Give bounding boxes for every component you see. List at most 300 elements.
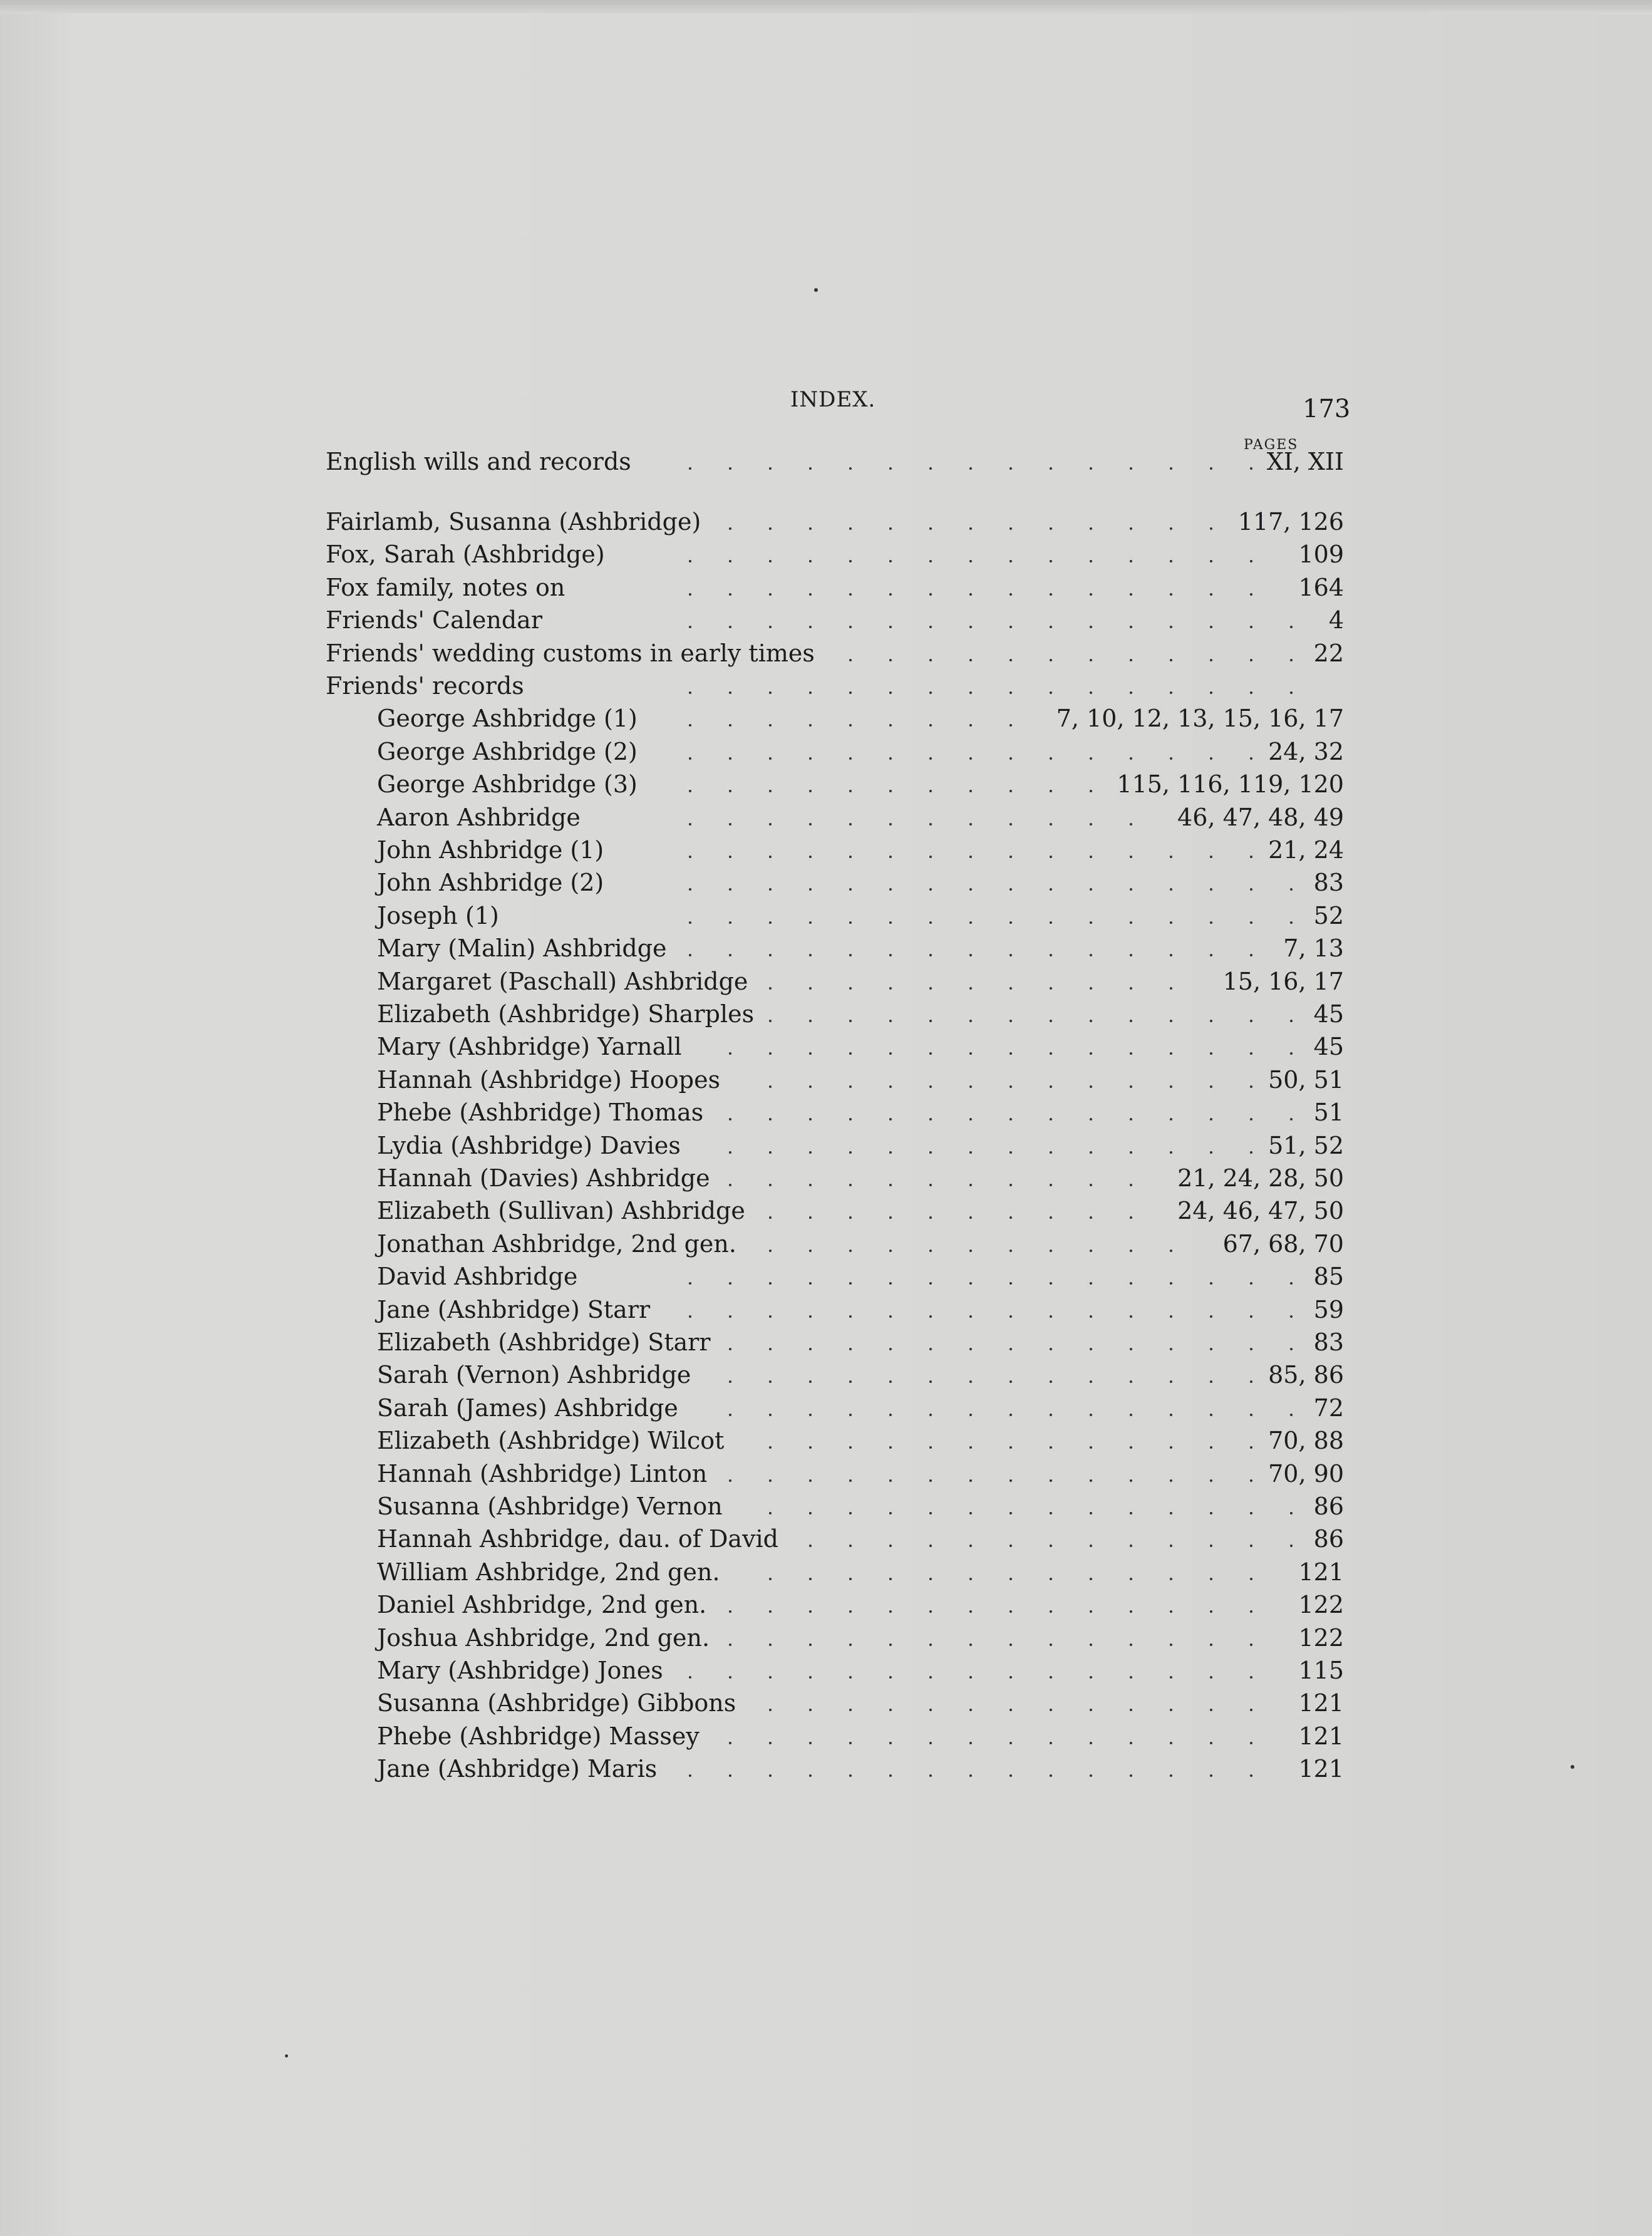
leader-dot	[929, 1774, 932, 1777]
leader-dot	[729, 954, 731, 956]
index-entry-pages: 115, 116, 119, 120	[1117, 770, 1344, 799]
index-entry-label: Hannah (Ashbridge) Hoopes	[377, 1065, 721, 1094]
leader-dot	[889, 823, 892, 826]
leader-dot	[969, 987, 972, 990]
leader-dot	[1090, 1774, 1092, 1777]
index-entry	[377, 1426, 1344, 1455]
leader-dot	[689, 1774, 691, 1777]
leader-dot	[769, 856, 772, 858]
leader-dot	[1250, 1643, 1252, 1646]
leader-dot	[1130, 1380, 1132, 1383]
index-entry-label: Joseph (1)	[377, 901, 499, 929]
leader-dot	[969, 560, 972, 562]
leader-dot	[849, 593, 852, 596]
leader-dot	[769, 1020, 772, 1022]
leader-dot	[889, 1578, 892, 1580]
leader-dot	[1090, 593, 1092, 596]
leader-dot	[889, 527, 892, 530]
leader-dot	[689, 888, 691, 891]
index-entry	[377, 1590, 1344, 1619]
leader-dot	[1009, 790, 1012, 792]
leader-dot	[1250, 1774, 1252, 1777]
leader-dot	[1009, 1512, 1012, 1514]
leader-dot	[1130, 527, 1132, 530]
leader-dot	[1009, 1610, 1012, 1613]
index-entry-pages: 85, 86	[1268, 1361, 1344, 1389]
leader-dot	[809, 1578, 812, 1580]
leader-dot	[1090, 856, 1092, 858]
leader-dot	[1210, 1380, 1212, 1383]
leader-dot	[889, 987, 892, 990]
leader-dot	[929, 1742, 932, 1744]
leader-dot	[1210, 1643, 1212, 1646]
leader-dot	[769, 527, 772, 530]
index-entry-pages: 50, 51	[1268, 1065, 1344, 1094]
leader-dot	[969, 691, 972, 694]
leader-dot	[1170, 1250, 1172, 1252]
leader-dot	[1050, 1643, 1052, 1646]
leader-dot	[809, 1282, 812, 1285]
index-entry-pages: 52	[1313, 901, 1344, 929]
leader-dot	[809, 691, 812, 694]
index-entry	[377, 934, 1344, 963]
leader-dot	[689, 856, 691, 858]
leader-dot	[929, 954, 932, 956]
leader-dot	[1050, 1348, 1052, 1350]
index-entry	[377, 1360, 1344, 1389]
index-entry	[377, 1000, 1344, 1028]
leader-dot	[1090, 1545, 1092, 1547]
leader-dot	[769, 1414, 772, 1416]
leader-dot	[1130, 1282, 1132, 1285]
leader-dot	[1170, 1742, 1172, 1744]
leader-dot	[1130, 1446, 1132, 1449]
leader-dot	[1050, 921, 1052, 924]
leader-dot	[689, 560, 691, 562]
leader-dot	[729, 790, 731, 792]
leader-dot	[1050, 1512, 1052, 1514]
leader-dot	[1050, 1742, 1052, 1744]
leader-dot	[1170, 1380, 1172, 1383]
leader-dot	[929, 560, 932, 562]
leader-dot	[969, 1151, 972, 1154]
index-entry	[377, 1524, 1344, 1553]
index-entry-label: Mary (Malin) Ashbridge	[377, 934, 667, 963]
leader-dot	[929, 1610, 932, 1613]
leader-dot	[769, 1578, 772, 1580]
leader-dot	[1130, 1643, 1132, 1646]
leader-dot	[1050, 1479, 1052, 1482]
leader-dot	[689, 823, 691, 826]
leader-dot	[1210, 888, 1212, 891]
leader-dot	[1090, 1085, 1092, 1088]
leader-dot	[1009, 1151, 1012, 1154]
leader-dot	[1090, 1446, 1092, 1449]
leader-dot	[889, 1545, 892, 1547]
index-entry-label: Elizabeth (Ashbridge) Wilcot	[377, 1427, 725, 1455]
leader-dot	[1130, 1709, 1132, 1711]
index-entry-pages: 72	[1313, 1394, 1344, 1422]
leader-dot	[1050, 1020, 1052, 1022]
leader-dot	[1009, 467, 1012, 470]
leader-dot	[1090, 1643, 1092, 1646]
leader-dot	[769, 1315, 772, 1318]
leader-dot	[1290, 1020, 1293, 1022]
leader-dot	[1250, 1610, 1252, 1613]
leader-dot	[1130, 954, 1132, 956]
leader-dot	[769, 1085, 772, 1088]
leader-dot	[1090, 691, 1092, 694]
leader-dot	[689, 467, 691, 470]
leader-dot	[1090, 757, 1092, 760]
leader-dot	[769, 987, 772, 990]
leader-dot	[1090, 1512, 1092, 1514]
leader-dot	[1130, 1676, 1132, 1679]
leader-dot	[929, 1216, 932, 1219]
page-top-edge	[0, 0, 1652, 14]
leader-dot	[1090, 1216, 1092, 1219]
leader-dot	[849, 1282, 852, 1285]
leader-dot	[1170, 921, 1172, 924]
leader-dot	[849, 1052, 852, 1055]
leader-dot	[969, 1512, 972, 1514]
leader-dot	[1130, 1512, 1132, 1514]
leader-dot	[849, 1085, 852, 1088]
leader-dot	[729, 467, 731, 470]
leader-dot	[1210, 1315, 1212, 1318]
leader-dot	[969, 1380, 972, 1383]
leader-dot	[1170, 659, 1172, 661]
index-entry-label: Jane (Ashbridge) Maris	[377, 1755, 658, 1783]
leader-dot	[889, 954, 892, 956]
leader-dot	[1250, 1578, 1252, 1580]
leader-dot	[849, 1545, 852, 1547]
leader-dot	[1250, 691, 1252, 694]
leader-dot	[1130, 1348, 1132, 1350]
leader-dot	[929, 1446, 932, 1449]
leader-dot	[1050, 1216, 1052, 1219]
page-number: 173	[1303, 395, 1351, 423]
leader-dot	[729, 823, 731, 826]
leader-dot	[809, 527, 812, 530]
leader-dot	[1090, 1282, 1092, 1285]
leader-dot	[1250, 467, 1252, 470]
leader-dot	[1250, 1020, 1252, 1022]
leader-dot	[929, 856, 932, 858]
leader-dot	[1050, 527, 1052, 530]
leader-dot	[1130, 1052, 1132, 1055]
leader-dot	[1009, 724, 1012, 727]
index-entry-pages: 83	[1313, 869, 1344, 897]
leader-dot	[769, 626, 772, 628]
index-entry-pages: 21, 24, 28, 50	[1177, 1164, 1344, 1192]
index-entry	[326, 507, 1344, 536]
leader-dot	[1009, 1643, 1012, 1646]
leader-dot	[729, 1118, 731, 1121]
leader-dot	[889, 1250, 892, 1252]
leader-dot	[849, 823, 852, 826]
leader-dot	[1170, 1709, 1172, 1711]
leader-dot	[1009, 921, 1012, 924]
leader-dot	[1050, 659, 1052, 661]
leader-dot	[769, 1151, 772, 1154]
leader-dot	[1290, 691, 1293, 694]
leader-dot	[1250, 954, 1252, 956]
leader-dot	[849, 1020, 852, 1022]
leader-dot	[1009, 1676, 1012, 1679]
index-entry-label: Fox, Sarah (Ashbridge)	[326, 541, 605, 569]
leader-dot	[809, 1414, 812, 1416]
index-entry-label: Jane (Ashbridge) Starr	[377, 1295, 651, 1323]
index-entry	[377, 1032, 1344, 1061]
leader-dot	[1130, 757, 1132, 760]
leader-dot	[729, 593, 731, 596]
leader-dot	[929, 1709, 932, 1711]
leader-dot	[1290, 1282, 1293, 1285]
leader-dot	[729, 1414, 731, 1416]
leader-dot	[849, 987, 852, 990]
index-entry	[377, 1328, 1344, 1357]
leader-dot	[889, 1348, 892, 1350]
leader-dot	[889, 1643, 892, 1646]
leader-dot	[1130, 856, 1132, 858]
leader-dot	[809, 1118, 812, 1121]
leader-dot	[1170, 467, 1172, 470]
leader-dot	[729, 1348, 731, 1350]
leader-dot	[849, 888, 852, 891]
index-entry-label: Sarah (Vernon) Ashbridge	[377, 1361, 691, 1389]
leader-dot	[1250, 1282, 1252, 1285]
index-entry	[326, 639, 1344, 668]
leader-dot	[1009, 560, 1012, 562]
leader-dot	[1090, 1348, 1092, 1350]
leader-dot	[1130, 1118, 1132, 1121]
leader-dot	[809, 757, 812, 760]
leader-dot	[969, 1446, 972, 1449]
leader-dot	[1290, 1315, 1293, 1318]
index-entry-label: John Ashbridge (1)	[377, 836, 604, 864]
leader-dot	[969, 1709, 972, 1711]
leader-dot	[1090, 467, 1092, 470]
leader-dot	[1290, 1512, 1293, 1514]
leader-dot	[809, 593, 812, 596]
leader-dot	[969, 1610, 972, 1613]
leader-dot	[1130, 1216, 1132, 1219]
index-entry-pages: 4	[1328, 606, 1344, 634]
leader-dot	[1090, 1380, 1092, 1383]
leader-dot	[929, 1151, 932, 1154]
index-entry	[377, 1164, 1344, 1193]
leader-dot	[889, 593, 892, 596]
leader-dot	[1009, 823, 1012, 826]
leader-dot	[1130, 1250, 1132, 1252]
index-entry	[377, 1131, 1344, 1160]
leader-dot	[1009, 1315, 1012, 1318]
leader-dot	[1050, 1414, 1052, 1416]
leader-dot	[1170, 1118, 1172, 1121]
leader-dot	[849, 856, 852, 858]
index-entry-pages: 70, 88	[1268, 1427, 1344, 1455]
index-entry	[326, 606, 1344, 634]
leader-dot	[689, 1676, 691, 1679]
leader-dot	[1090, 1052, 1092, 1055]
leader-dot	[969, 1282, 972, 1285]
leader-dot	[849, 1643, 852, 1646]
leader-dot	[1250, 1709, 1252, 1711]
leader-dot	[849, 1348, 852, 1350]
leader-dot	[1090, 1578, 1092, 1580]
leader-dot	[1250, 560, 1252, 562]
index-entry	[377, 1558, 1344, 1586]
index-entry-label: Elizabeth (Ashbridge) Starr	[377, 1328, 711, 1356]
leader-dot	[689, 1282, 691, 1285]
leader-dot	[1009, 1020, 1012, 1022]
leader-dot	[1130, 626, 1132, 628]
index-entry-label: William Ashbridge, 2nd gen.	[377, 1558, 720, 1586]
leader-dot	[1250, 1380, 1252, 1383]
leader-dot	[1090, 1676, 1092, 1679]
leader-dot	[969, 1774, 972, 1777]
leader-dot	[1170, 1676, 1172, 1679]
leader-dot	[1050, 1545, 1052, 1547]
leader-dot	[769, 1216, 772, 1219]
leader-dot	[1090, 659, 1092, 661]
index-entry	[326, 671, 1344, 700]
leader-dot	[809, 856, 812, 858]
index-entry	[377, 1689, 1344, 1717]
leader-dot	[889, 790, 892, 792]
index-entry-label: George Ashbridge (3)	[377, 770, 638, 799]
leader-dot	[729, 691, 731, 694]
leader-dot	[809, 1348, 812, 1350]
leader-dot	[929, 1479, 932, 1482]
leader-dot	[969, 1315, 972, 1318]
leader-dot	[809, 1610, 812, 1613]
leader-dot	[969, 1545, 972, 1547]
leader-dot	[1250, 921, 1252, 924]
leader-dot	[1050, 954, 1052, 956]
leader-dot	[889, 1118, 892, 1121]
index-entry-label: John Ashbridge (2)	[377, 869, 604, 897]
leader-dot	[1130, 1610, 1132, 1613]
leader-dot	[969, 527, 972, 530]
leader-dot	[729, 1380, 731, 1383]
leader-dot	[1210, 626, 1212, 628]
leader-dot	[769, 1512, 772, 1514]
leader-dot	[1130, 1315, 1132, 1318]
leader-dot	[969, 1414, 972, 1416]
leader-dot	[769, 560, 772, 562]
leader-dot	[1050, 1380, 1052, 1383]
leader-dot	[1250, 659, 1252, 661]
leader-dot	[849, 691, 852, 694]
leader-dot	[1250, 1085, 1252, 1088]
dot-leader	[377, 901, 1344, 930]
index-entry-label: Fox family, notes on	[326, 573, 565, 601]
leader-dot	[929, 823, 932, 826]
leader-dot	[1210, 659, 1212, 661]
leader-dot	[849, 1414, 852, 1416]
leader-dot	[1290, 659, 1293, 661]
leader-dot	[809, 1545, 812, 1547]
leader-dot	[729, 1774, 731, 1777]
leader-dot	[1210, 856, 1212, 858]
leader-dot	[689, 1315, 691, 1318]
index-entry-pages: 15, 16, 17	[1222, 967, 1344, 995]
leader-dot	[1250, 1414, 1252, 1416]
leader-dot	[1090, 1742, 1092, 1744]
leader-dot	[1050, 856, 1052, 858]
index-entry-pages: 45	[1313, 1033, 1344, 1061]
leader-dot	[1130, 1578, 1132, 1580]
index-entry-label: Elizabeth (Sullivan) Ashbridge	[377, 1197, 745, 1225]
leader-dot	[849, 921, 852, 924]
leader-dot	[929, 724, 932, 727]
leader-dot	[729, 560, 731, 562]
leader-dot	[769, 1709, 772, 1711]
leader-dot	[1170, 1052, 1172, 1055]
leader-dot	[889, 1610, 892, 1613]
leader-dot	[1050, 1052, 1052, 1055]
leader-dot	[849, 1774, 852, 1777]
leader-dot	[1170, 1479, 1172, 1482]
leader-dot	[1009, 1282, 1012, 1285]
leader-dot	[1050, 823, 1052, 826]
leader-dot	[889, 1446, 892, 1449]
leader-dot	[1170, 757, 1172, 760]
leader-dot	[729, 527, 731, 530]
leader-dot	[929, 1414, 932, 1416]
leader-dot	[769, 1774, 772, 1777]
index-entry-pages: 122	[1298, 1591, 1344, 1619]
leader-dot	[1210, 1020, 1212, 1022]
leader-dot	[729, 1643, 731, 1646]
leader-dot	[1290, 888, 1293, 891]
leader-dot	[929, 527, 932, 530]
leader-dot	[889, 659, 892, 661]
index-entry-pages: 164	[1298, 573, 1344, 601]
leader-dot	[849, 1709, 852, 1711]
leader-dot	[1050, 1282, 1052, 1285]
index-entry-pages: 121	[1298, 1755, 1344, 1783]
leader-dot	[1009, 856, 1012, 858]
index-entry-label: English wills and records	[326, 448, 631, 475]
leader-dot	[1250, 1446, 1252, 1449]
leader-dot	[969, 1052, 972, 1055]
leader-dot	[969, 888, 972, 891]
leader-dot	[1130, 1479, 1132, 1482]
leader-dot	[1050, 593, 1052, 596]
leader-dot	[889, 1414, 892, 1416]
leader-dot	[1050, 467, 1052, 470]
index-entry-label: Elizabeth (Ashbridge) Sharples	[377, 1000, 755, 1028]
index-entry	[377, 1492, 1344, 1521]
leader-dot	[929, 1315, 932, 1318]
leader-dot	[809, 1052, 812, 1055]
leader-dot	[1130, 593, 1132, 596]
leader-dot	[929, 790, 932, 792]
leader-dot	[1050, 757, 1052, 760]
index-entry	[377, 1623, 1344, 1652]
leader-dot	[849, 467, 852, 470]
index-entry	[326, 573, 1344, 602]
leader-dot	[1170, 1610, 1172, 1613]
leader-dot	[1250, 1742, 1252, 1744]
leader-dot	[1130, 1184, 1132, 1186]
leader-dot	[809, 790, 812, 792]
leader-dot	[769, 1446, 772, 1449]
leader-dot	[809, 724, 812, 727]
